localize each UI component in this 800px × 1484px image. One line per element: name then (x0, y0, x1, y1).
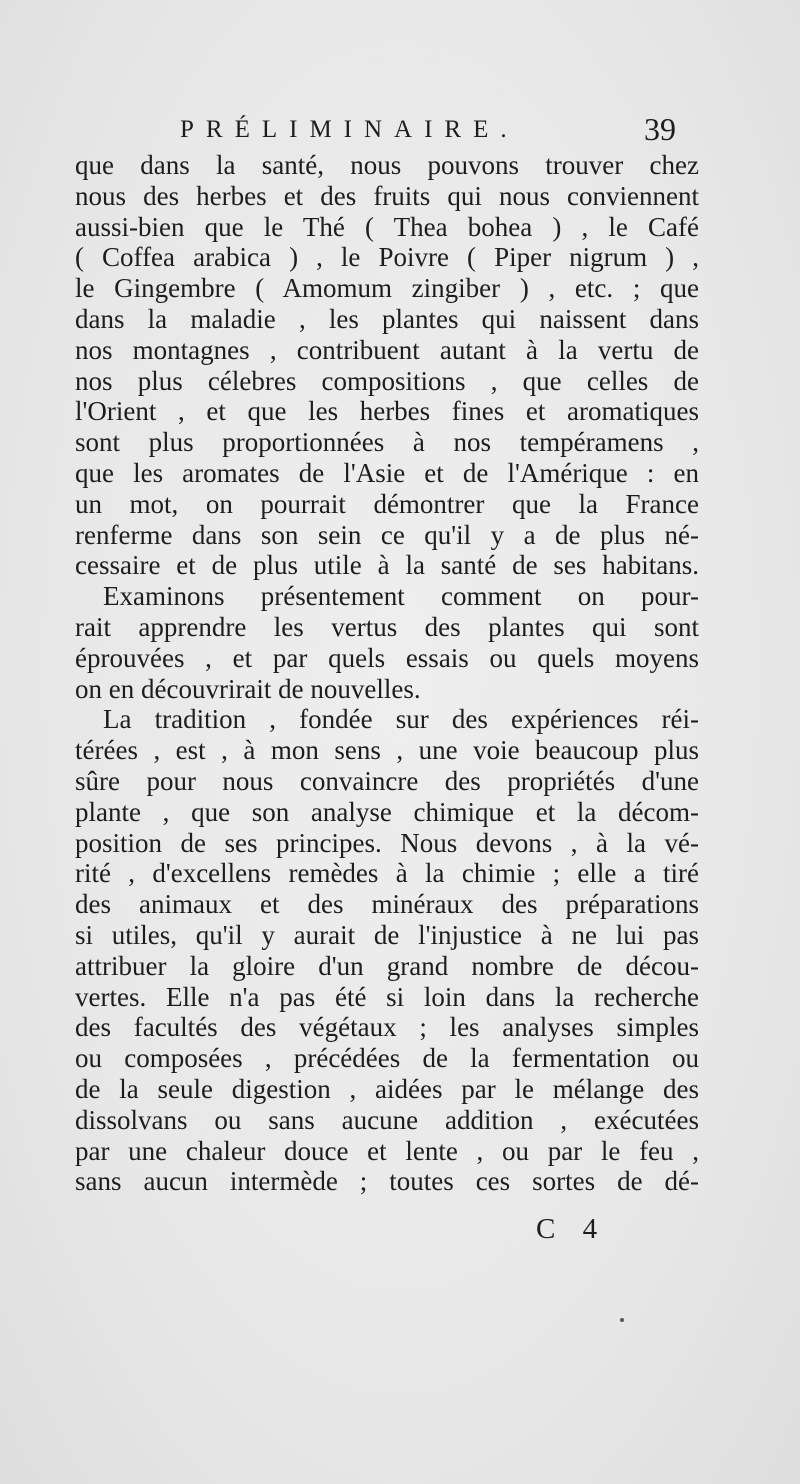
text-line: le Gingembre ( Amomum zingiber ) , etc. ; que (75, 273, 699, 304)
body-text (75, 150, 699, 1197)
text-line: La tradition , fondée sur des expériences réi- (103, 704, 699, 735)
text-line: position de ses principes. Nous devons , à la vé- (75, 827, 699, 858)
text-line: rité , d'excellens remèdes à la chimie ; elle a tiré (75, 858, 699, 889)
text-line: plante , que son analyse chimique et la décom- (75, 796, 699, 827)
text-line: des facultés des végétaux ; les analyses simples (75, 1012, 699, 1043)
text-line: vertes. Elle n'a pas été si loin dans la recherche (75, 981, 699, 1012)
text-line: térées , est , à mon sens , une voie beaucoup plus (75, 735, 699, 766)
signature-mark: C 4 (536, 1213, 608, 1245)
text-line: nos montagnes , contribuent autant à la vertu de (75, 334, 699, 365)
text-line: sans aucun intermède ; toutes ces sortes de dé- (75, 1166, 699, 1197)
text-line: dissolvans ou sans aucune addition , exécutées (75, 1104, 699, 1135)
page-header (180, 112, 680, 148)
text-line: rait apprendre les vertus des plantes qui sont (75, 611, 699, 642)
text-line: nous des herbes et des fruits qui nous conviennent (75, 180, 699, 211)
text-line: sûre pour nous convaincre des propriétés d'une (75, 765, 699, 796)
text-line: renferme dans son sein ce qu'il y a de plus né- (75, 519, 699, 550)
text-line: de la seule digestion , aidées par le mélange des (75, 1073, 699, 1104)
page-number: 39 (644, 111, 676, 147)
text-line: attribuer la gloire d'un grand nombre de décou- (75, 950, 699, 981)
text-line: ou composées , précédées de la fermentation ou (75, 1043, 699, 1074)
text-line: sont plus proportionnées à nos tempéramens , (75, 427, 699, 458)
text-line: nos plus célebres compositions , que celles de (75, 365, 699, 396)
text-line: des animaux et des minéraux des préparations (75, 889, 699, 920)
text-line: ( Coffea arabica ) , le Poivre ( Piper nigrum ) , (75, 242, 699, 273)
text-line: que dans la santé, nous pouvons trouver chez (75, 150, 699, 180)
text-line: si utiles, qu'il y aurait de l'injustice à ne lui pas (75, 919, 699, 950)
text-line: Examinons présentement comment on pour- (103, 581, 699, 612)
text-line: un mot, on pourrait démontrer que la France (75, 488, 699, 519)
text-line: éprouvées , et par quels essais ou quels moyens (75, 642, 699, 673)
text-line: dans la maladie , les plantes qui naissent dans (75, 303, 699, 334)
text-line: par une chaleur douce et lente , ou par le feu , (75, 1135, 699, 1166)
text-line: l'Orient , et que les herbes fines et aromatiques (75, 396, 699, 427)
running-head: PRÉLIMINAIRE. (180, 116, 519, 143)
text-line: aussi-bien que le Thé ( Thea bohea ) , le Café (75, 211, 699, 242)
text-line: que les aromates de l'Asie et de l'Amérique : en (75, 457, 699, 488)
paper-speck (620, 1318, 624, 1322)
text-line: on en découvrirait de nouvelles. (75, 673, 421, 704)
text-line: cessaire et de plus utile à la santé de ses habitans. (75, 550, 699, 581)
